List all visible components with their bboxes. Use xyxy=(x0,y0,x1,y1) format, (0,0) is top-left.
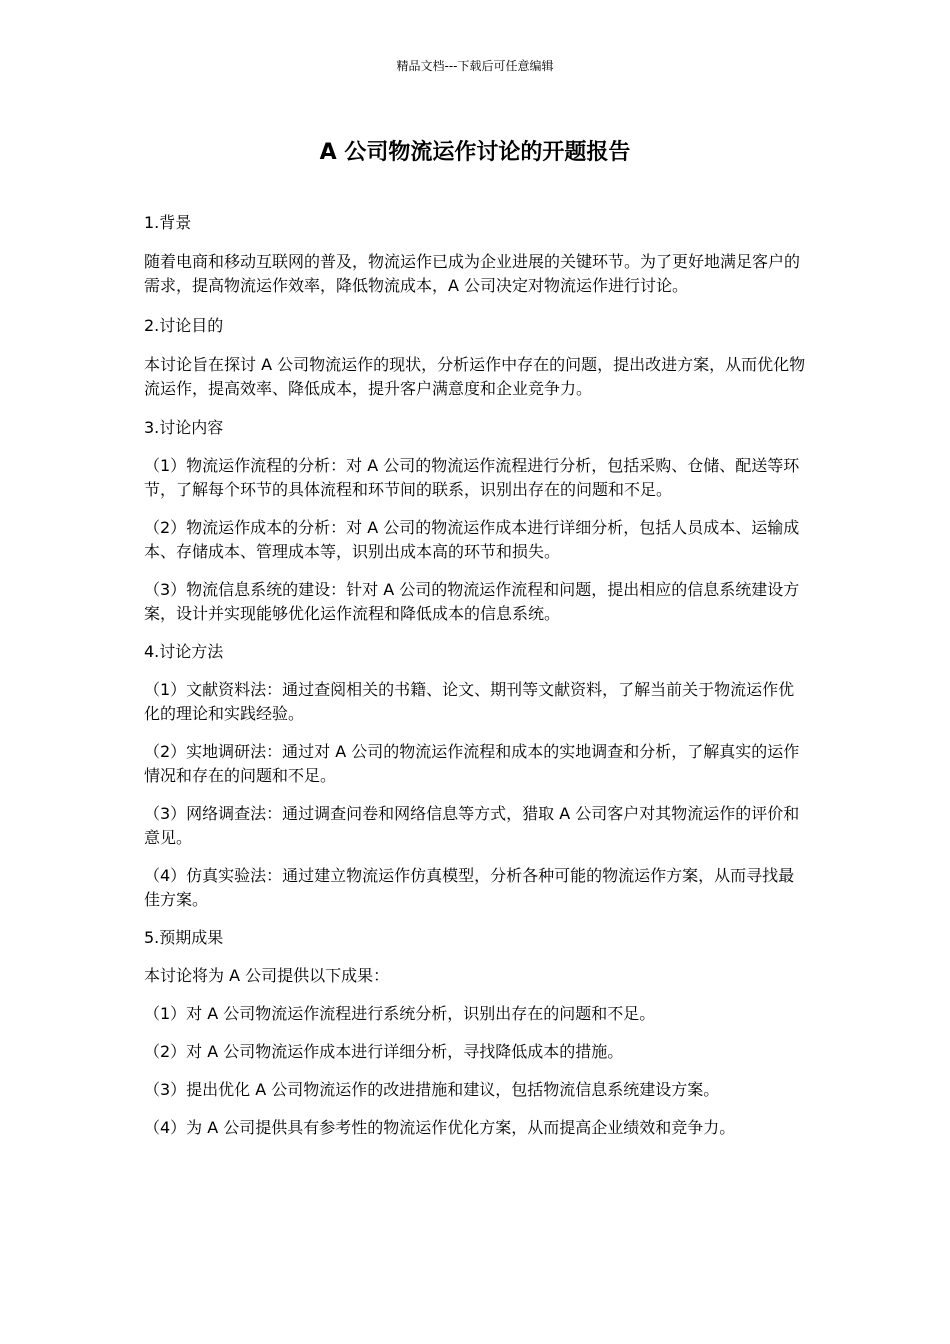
method-item: （3）网络调查法：通过调查问卷和网络信息等方式，猎取 A 公司客户对其物流运作的评价和意见。 xyxy=(144,804,800,847)
method-item: （2）实地调研法：通过对 A 公司的物流运作流程和成本的实地调查和分析，了解真实的运作情况和存在的问题和不足。 xyxy=(144,742,800,785)
section-heading-purpose: 2.讨论目的 xyxy=(144,316,224,335)
content-item: （2）物流运作成本的分析：对 A 公司的物流运作成本进行详细分析，包括人员成本、运输成本、存储成本、管理成本等，识别出成本高的环节和损失。 xyxy=(144,518,800,561)
section-heading-results: 5.预期成果 xyxy=(144,928,224,947)
method-item: （4）仿真实验法：通过建立物流运作仿真模型，分析各种可能的物流运作方案，从而寻找最佳方案。 xyxy=(144,866,795,909)
purpose-paragraph: 本讨论旨在探讨 A 公司物流运作的现状，分析运作中存在的问题，提出改进方案，从而优化物流运作，提高效率、降低成本，提升客户满意度和企业竞争力。 xyxy=(144,355,806,398)
content-item: （3）物流信息系统的建设：针对 A 公司的物流运作流程和问题，提出相应的信息系统建设方案，设计并实现能够优化运作流程和降低成本的信息系统。 xyxy=(144,580,800,623)
method-item: （1）文献资料法：通过查阅相关的书籍、论文、期刊等文献资料，了解当前关于物流运作优化的理论和实践经验。 xyxy=(144,680,795,723)
section-heading-content: 3.讨论内容 xyxy=(144,418,224,437)
document-title: A 公司物流运作讨论的开题报告 xyxy=(319,140,631,165)
content-item: （1）物流运作流程的分析：对 A 公司的物流运作流程进行分析，包括采购、仓储、配送等环节，了解每个环节的具体流程和环节间的联系，识别出存在的问题和不足。 xyxy=(144,456,800,499)
document-body xyxy=(144,211,810,1140)
results-intro: 本讨论将为 A 公司提供以下成果： xyxy=(144,966,390,985)
result-item: （4）为 A 公司提供具有参考性的物流运作优化方案，从而提高企业绩效和竞争力。 xyxy=(144,1118,736,1137)
section-heading-methods: 4.讨论方法 xyxy=(144,642,224,661)
result-item: （1）对 A 公司物流运作流程进行系统分析，识别出存在的问题和不足。 xyxy=(144,1004,656,1023)
background-paragraph: 随着电商和移动互联网的普及，物流运作已成为企业进展的关键环节。为了更好地满足客户的需求，提高物流运作效率，降低物流成本，A 公司决定对物流运作进行讨论。 xyxy=(144,252,801,295)
page-header: 精品文档---下载后可任意编辑 xyxy=(396,59,554,73)
result-item: （2）对 A 公司物流运作成本进行详细分析，寻找降低成本的措施。 xyxy=(144,1042,624,1061)
section-heading-background: 1.背景 xyxy=(144,213,192,232)
result-item: （3）提出优化 A 公司物流运作的改进措施和建议，包括物流信息系统建设方案。 xyxy=(144,1080,720,1099)
